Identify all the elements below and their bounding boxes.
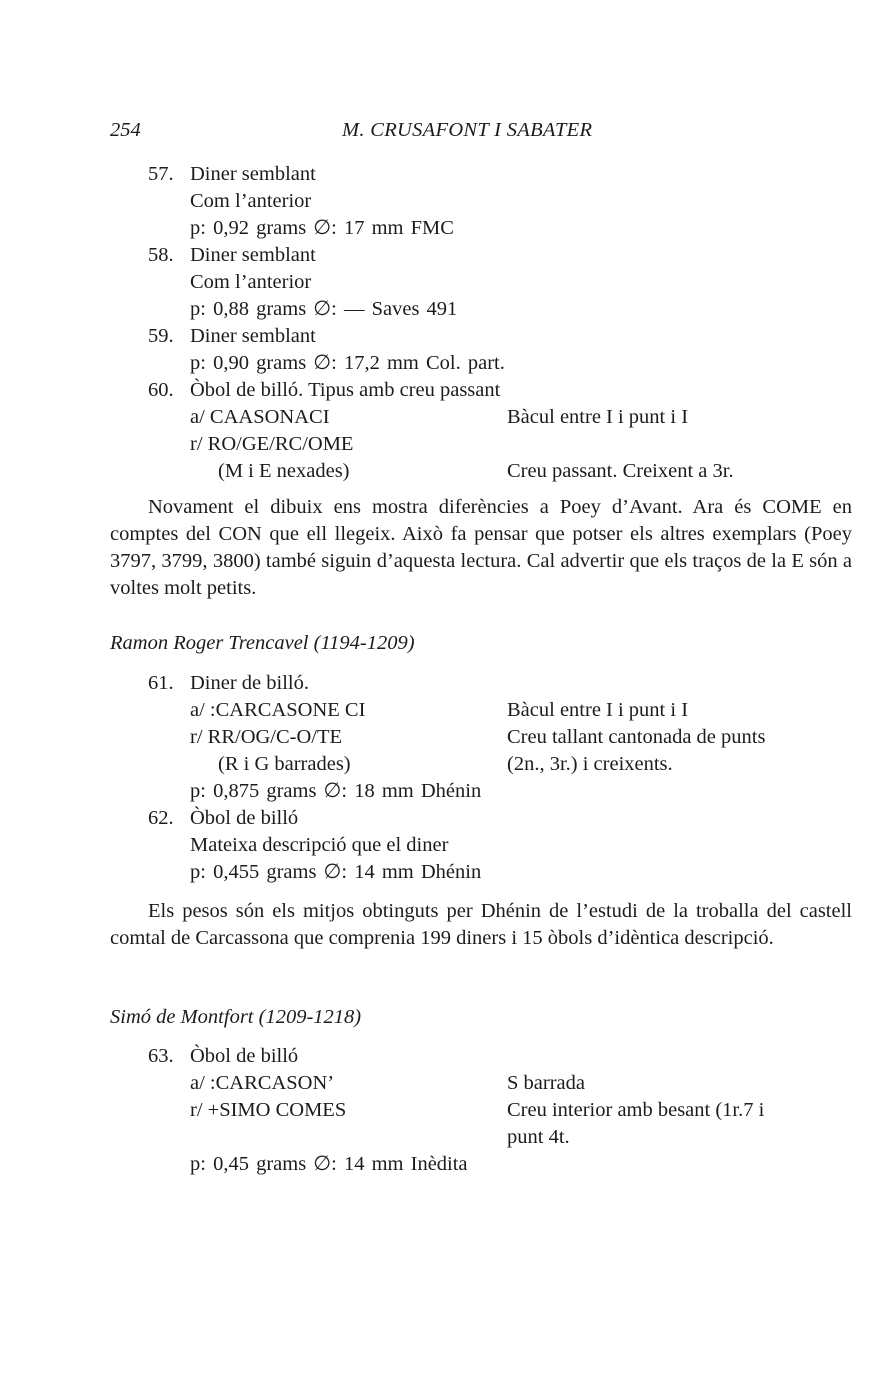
entry-60-reverse: r/ RO/GE/RC/OME bbox=[190, 433, 354, 455]
entry-63-reverse: r/ +SIMO COMES bbox=[190, 1099, 347, 1121]
entry-number-61: 61. bbox=[148, 672, 174, 694]
entry-63-reverse-desc: Creu interior amb besant (1r.7 i bbox=[507, 1099, 765, 1121]
commentary-paragraph-1 bbox=[110, 494, 852, 602]
entry-63-obverse-desc: S barrada bbox=[507, 1072, 585, 1094]
entry-number-63: 63. bbox=[148, 1045, 174, 1067]
entry-61-obverse: a/ :CARCASONE CI bbox=[190, 699, 366, 721]
entry-59-weight: p: 0,90 grams ∅: 17,2 mm Col. part. bbox=[190, 352, 505, 374]
entry-60-reverse-note: (M i E nexades) bbox=[218, 460, 350, 482]
entry-63-weight: p: 0,45 grams ∅: 14 mm Inèdita bbox=[190, 1153, 468, 1175]
commentary-paragraph-2 bbox=[110, 898, 852, 952]
paragraph-text: Els pesos són els mitjos obtinguts per Dhénin de l’estudi de la troballa del castell comtal de Carcassona que comprenia 199 diners i 15 òbols d’idèntica descripció. bbox=[110, 900, 852, 949]
entry-58-title: Diner semblant bbox=[190, 244, 316, 266]
entry-60-obverse-desc: Bàcul entre I i punt i I bbox=[507, 406, 689, 428]
page-number: 254 bbox=[110, 119, 141, 141]
entry-number-57: 57. bbox=[148, 163, 174, 185]
entry-61-weight: p: 0,875 grams ∅: 18 mm Dhénin bbox=[190, 780, 482, 802]
entry-61-reverse-desc: Creu tallant cantonada de punts bbox=[507, 726, 766, 748]
entry-61-reverse: r/ RR/OG/C-O/TE bbox=[190, 726, 343, 748]
entry-number-62: 62. bbox=[148, 807, 174, 829]
entry-62-weight: p: 0,455 grams ∅: 14 mm Dhénin bbox=[190, 861, 482, 883]
entry-59-title: Diner semblant bbox=[190, 325, 316, 347]
entry-61-reverse-desc-2: (2n., 3r.) i creixents. bbox=[507, 753, 673, 775]
entry-number-59: 59. bbox=[148, 325, 174, 347]
entry-63-obverse: a/ :CARCASON’ bbox=[190, 1072, 335, 1094]
entry-60-obverse: a/ CAASONACI bbox=[190, 406, 330, 428]
entry-62-title: Òbol de billó bbox=[190, 807, 299, 829]
entry-58-desc: Com l’anterior bbox=[190, 271, 312, 293]
entry-58-weight: p: 0,88 grams ∅: — Saves 491 bbox=[190, 298, 458, 320]
entry-60-reverse-desc: Creu passant. Creixent a 3r. bbox=[507, 460, 734, 482]
entry-61-obverse-desc: Bàcul entre I i punt i I bbox=[507, 699, 689, 721]
entry-number-60: 60. bbox=[148, 379, 174, 401]
entry-63-title: Òbol de billó bbox=[190, 1045, 299, 1067]
entry-57-title: Diner semblant bbox=[190, 163, 316, 185]
running-title: M. CRUSAFONT I SABATER bbox=[342, 119, 593, 141]
entry-61-reverse-note: (R i G barrades) bbox=[218, 753, 351, 775]
entry-61-title: Diner de billó. bbox=[190, 672, 309, 694]
section-heading-ramon-roger: Ramon Roger Trencavel (1194-1209) bbox=[110, 632, 415, 654]
entry-62-desc: Mateixa descripció que el diner bbox=[190, 834, 449, 856]
paragraph-text: Novament el dibuix ens mostra diferències a Poey d’Avant. Ara és COME en comptes del CON que ell llegeix. Això fa pensar que potser els altres exemplars (Poey 3797, 3799, 3800) també siguin d’aquesta lectura. Cal advertir que els traços de la E són a voltes molt petits. bbox=[110, 496, 852, 599]
entry-number-58: 58. bbox=[148, 244, 174, 266]
entry-57-desc: Com l’anterior bbox=[190, 190, 312, 212]
entry-63-reverse-desc-2: punt 4t. bbox=[507, 1126, 570, 1148]
entry-60-title: Òbol de billó. Tipus amb creu passant bbox=[190, 379, 501, 401]
section-heading-simo-montfort: Simó de Montfort (1209-1218) bbox=[110, 1006, 362, 1028]
entry-57-weight: p: 0,92 grams ∅: 17 mm FMC bbox=[190, 217, 454, 239]
